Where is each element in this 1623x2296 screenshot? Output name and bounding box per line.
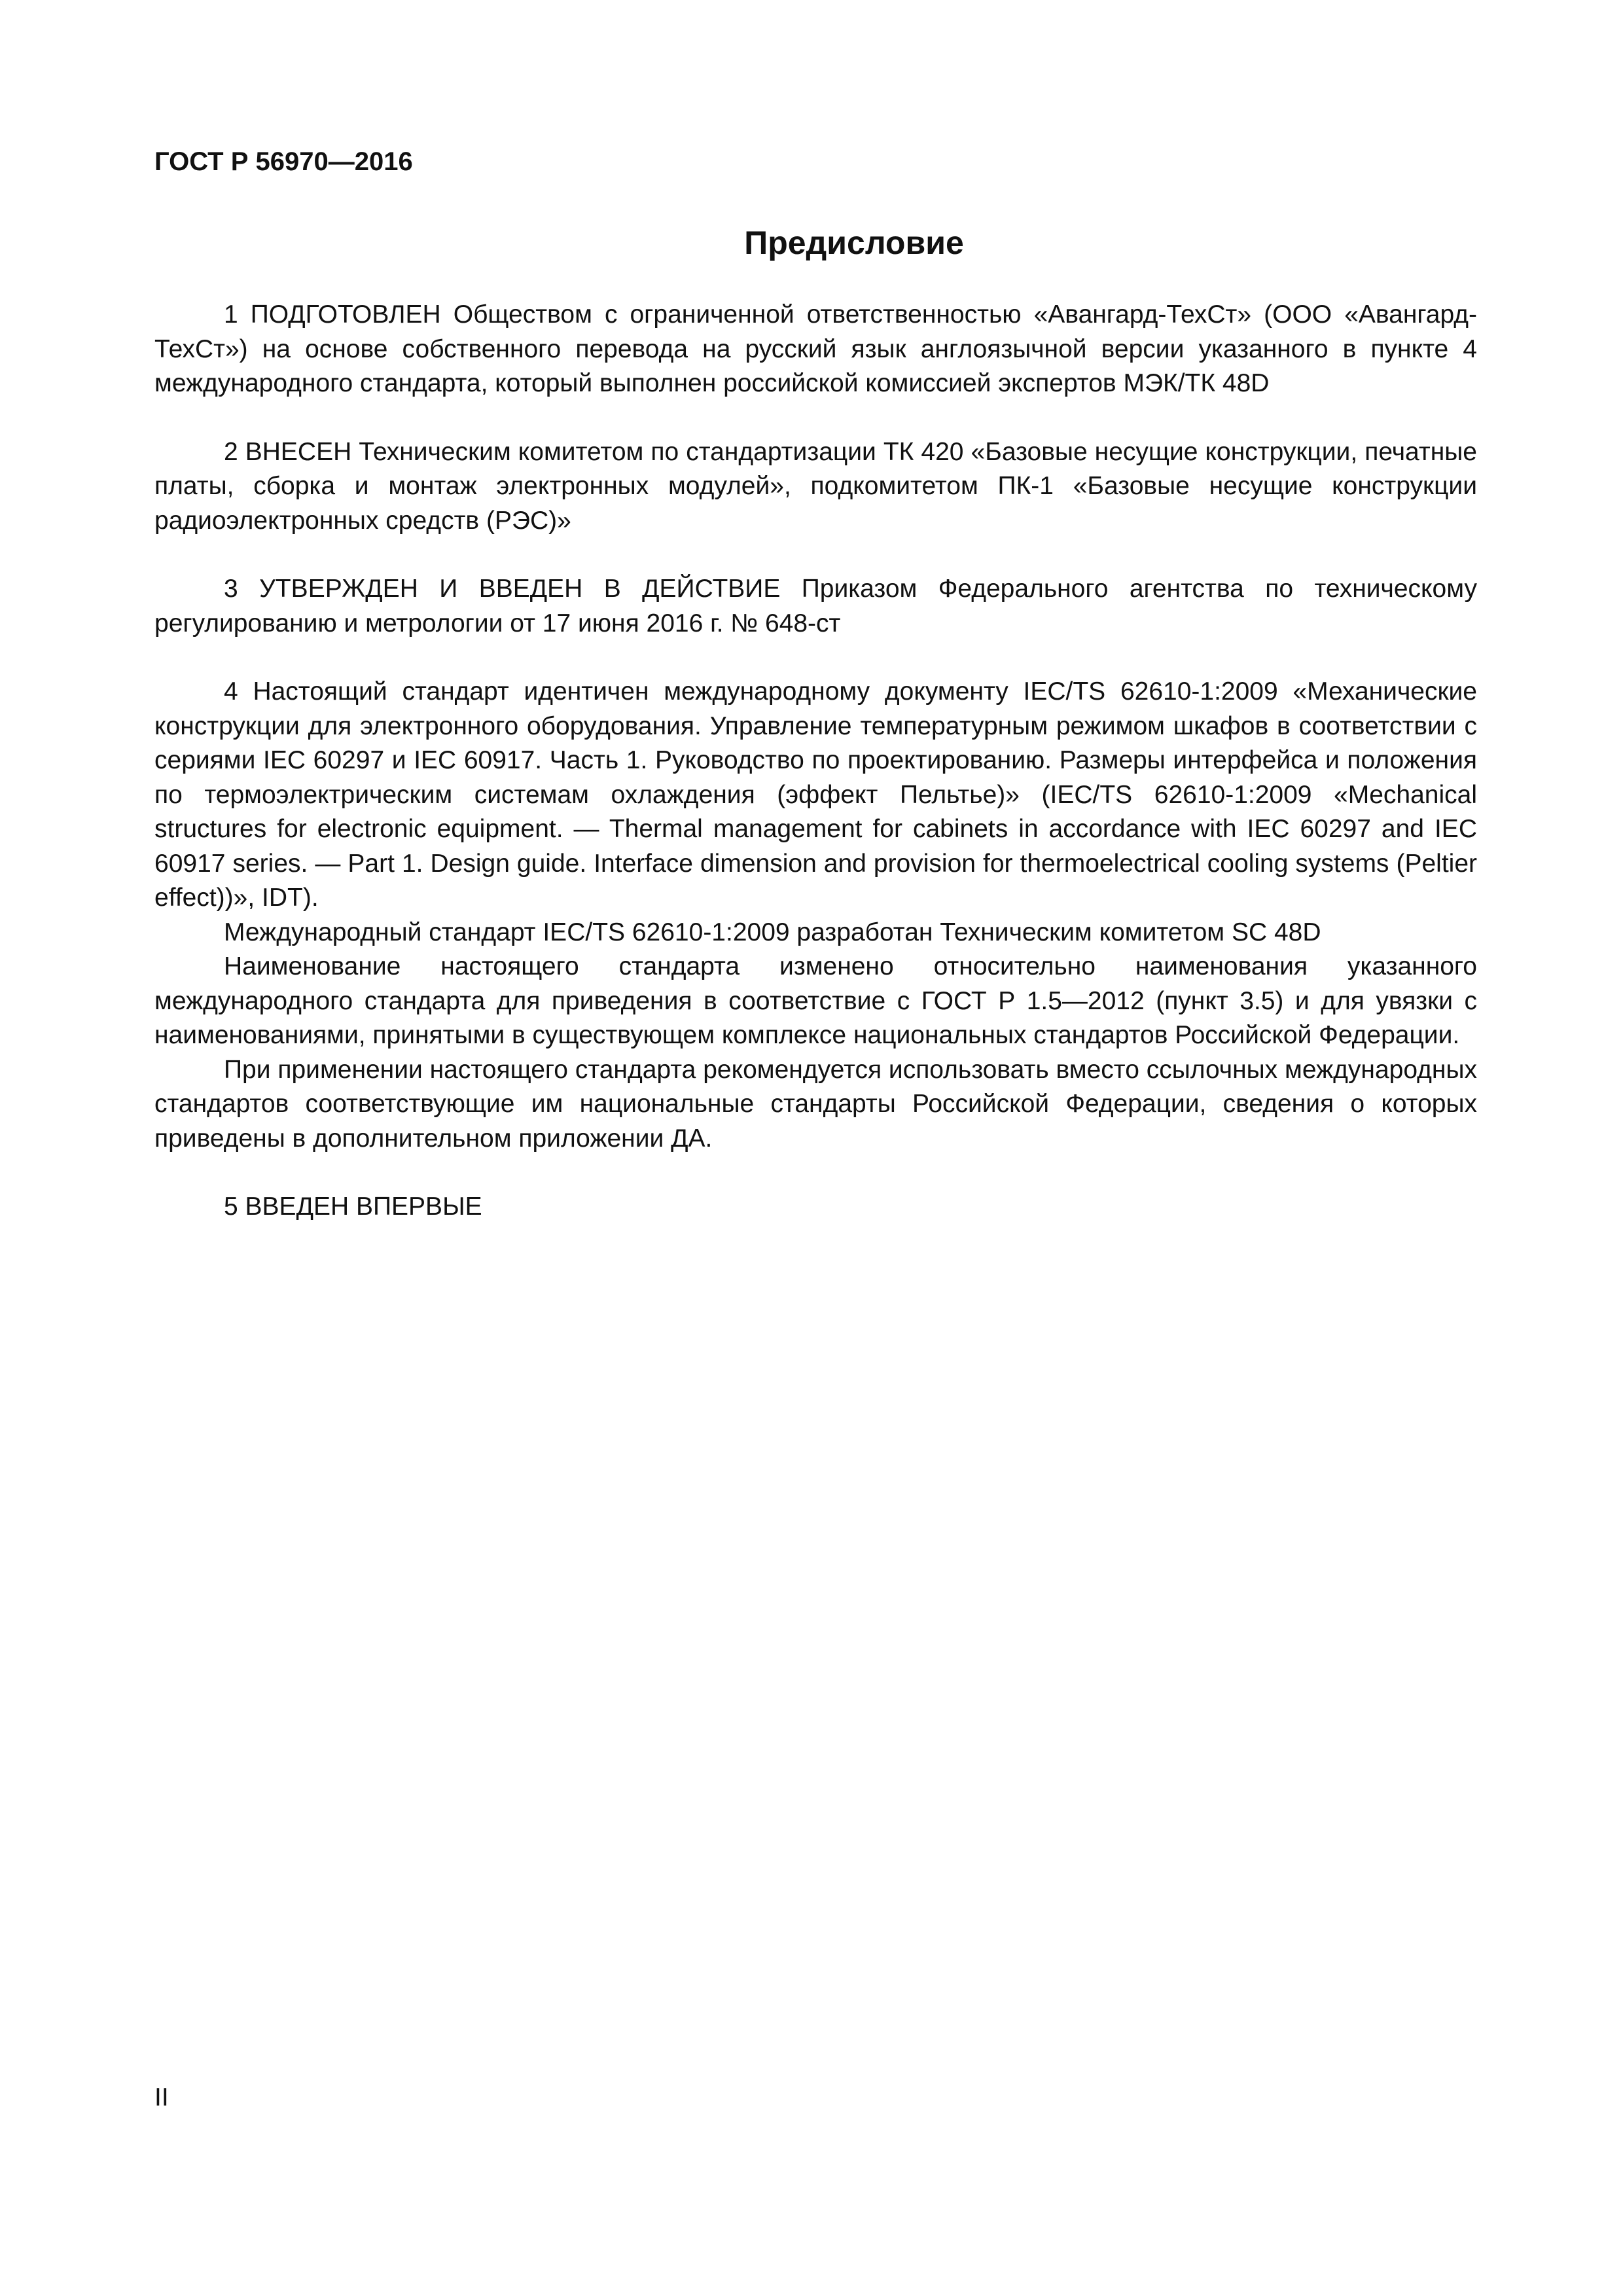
- paragraph-prepared-by: 1 ПОДГОТОВЛЕН Обществом с ограниченной ответственностью «Авангард-ТехСт» (ООО «Авангард-ТехСт») на основе собственного перевода на русский язык англоязычной версии указанного в пункте 4 международного стандарта, который выполнен российской комиссией экспертов МЭК/ТК 48D: [154, 300, 1477, 397]
- paragraph-introduced-by: 2 ВНЕСЕН Техническим комитетом по стандартизации ТК 420 «Базовые несущие конструкции, печатные платы, сборка и монтаж электронных модулей», подкомитетом ПК-1 «Базовые несущие конструкции радиоэлектронных средств (РЭС)»: [154, 437, 1477, 535]
- page-number: II: [154, 2083, 169, 2111]
- document-code-header: ГОСТ Р 56970—2016: [154, 147, 413, 176]
- paragraph-first-introduced: 5 ВВЕДЕН ВПЕРВЫЕ: [224, 1193, 482, 1221]
- section-title: Предисловие: [744, 224, 964, 261]
- paragraph-references: При применении настоящего стандарта рекомендуется использовать вместо ссылочных международных стандартов соответствующие им национальные стандарты Российской Федерации, сведения о которых приведены в дополнительном приложении ДА.: [154, 1055, 1477, 1153]
- paragraph-developer: Международный стандарт IEC/TS 62610-1:2009 разработан Техническим комитетом SC 48D: [224, 918, 1321, 946]
- paragraph-title-change: Наименование настоящего стандарта изменено относительно наименования указанного международного стандарта для приведения в соответствие с ГОСТ Р 1.5—2012 (пункт 3.5) и для увязки с наименованиями, принятыми в существующем комплексе национальных стандартов Российской Федерации.: [154, 952, 1477, 1049]
- paragraph-approved: 3 УТВЕРЖДЕН И ВВЕДЕН В ДЕЙСТВИЕ Приказом Федерального агентства по техническому регулированию и метрологии от 17 июня 2016 г. № 648-ст: [154, 575, 1477, 637]
- paragraph-identity: 4 Настоящий стандарт идентичен международному документу IEC/TS 62610-1:2009 «Механические конструкции для электронного оборудования. Управление температурным режимом шкафов в соответствии с сериями IEC 60297 и IEC 60917. Часть 1. Руководство по проектированию. Размеры интерфейса и положения по термоэлектрическим системам охлаждения (эффект Пельтье)» (IEC/TS 62610-1:2009 «Mechanical structures for electronic equipment. — Thermal management for cabinets in accordance with IEC 60297 and IEC 60917 series. — Part 1. Design guide. Interface dimension and provision for thermoelectrical cooling systems (Peltier effect))», IDT).: [154, 677, 1477, 912]
- foreword-body: [154, 298, 1477, 1225]
